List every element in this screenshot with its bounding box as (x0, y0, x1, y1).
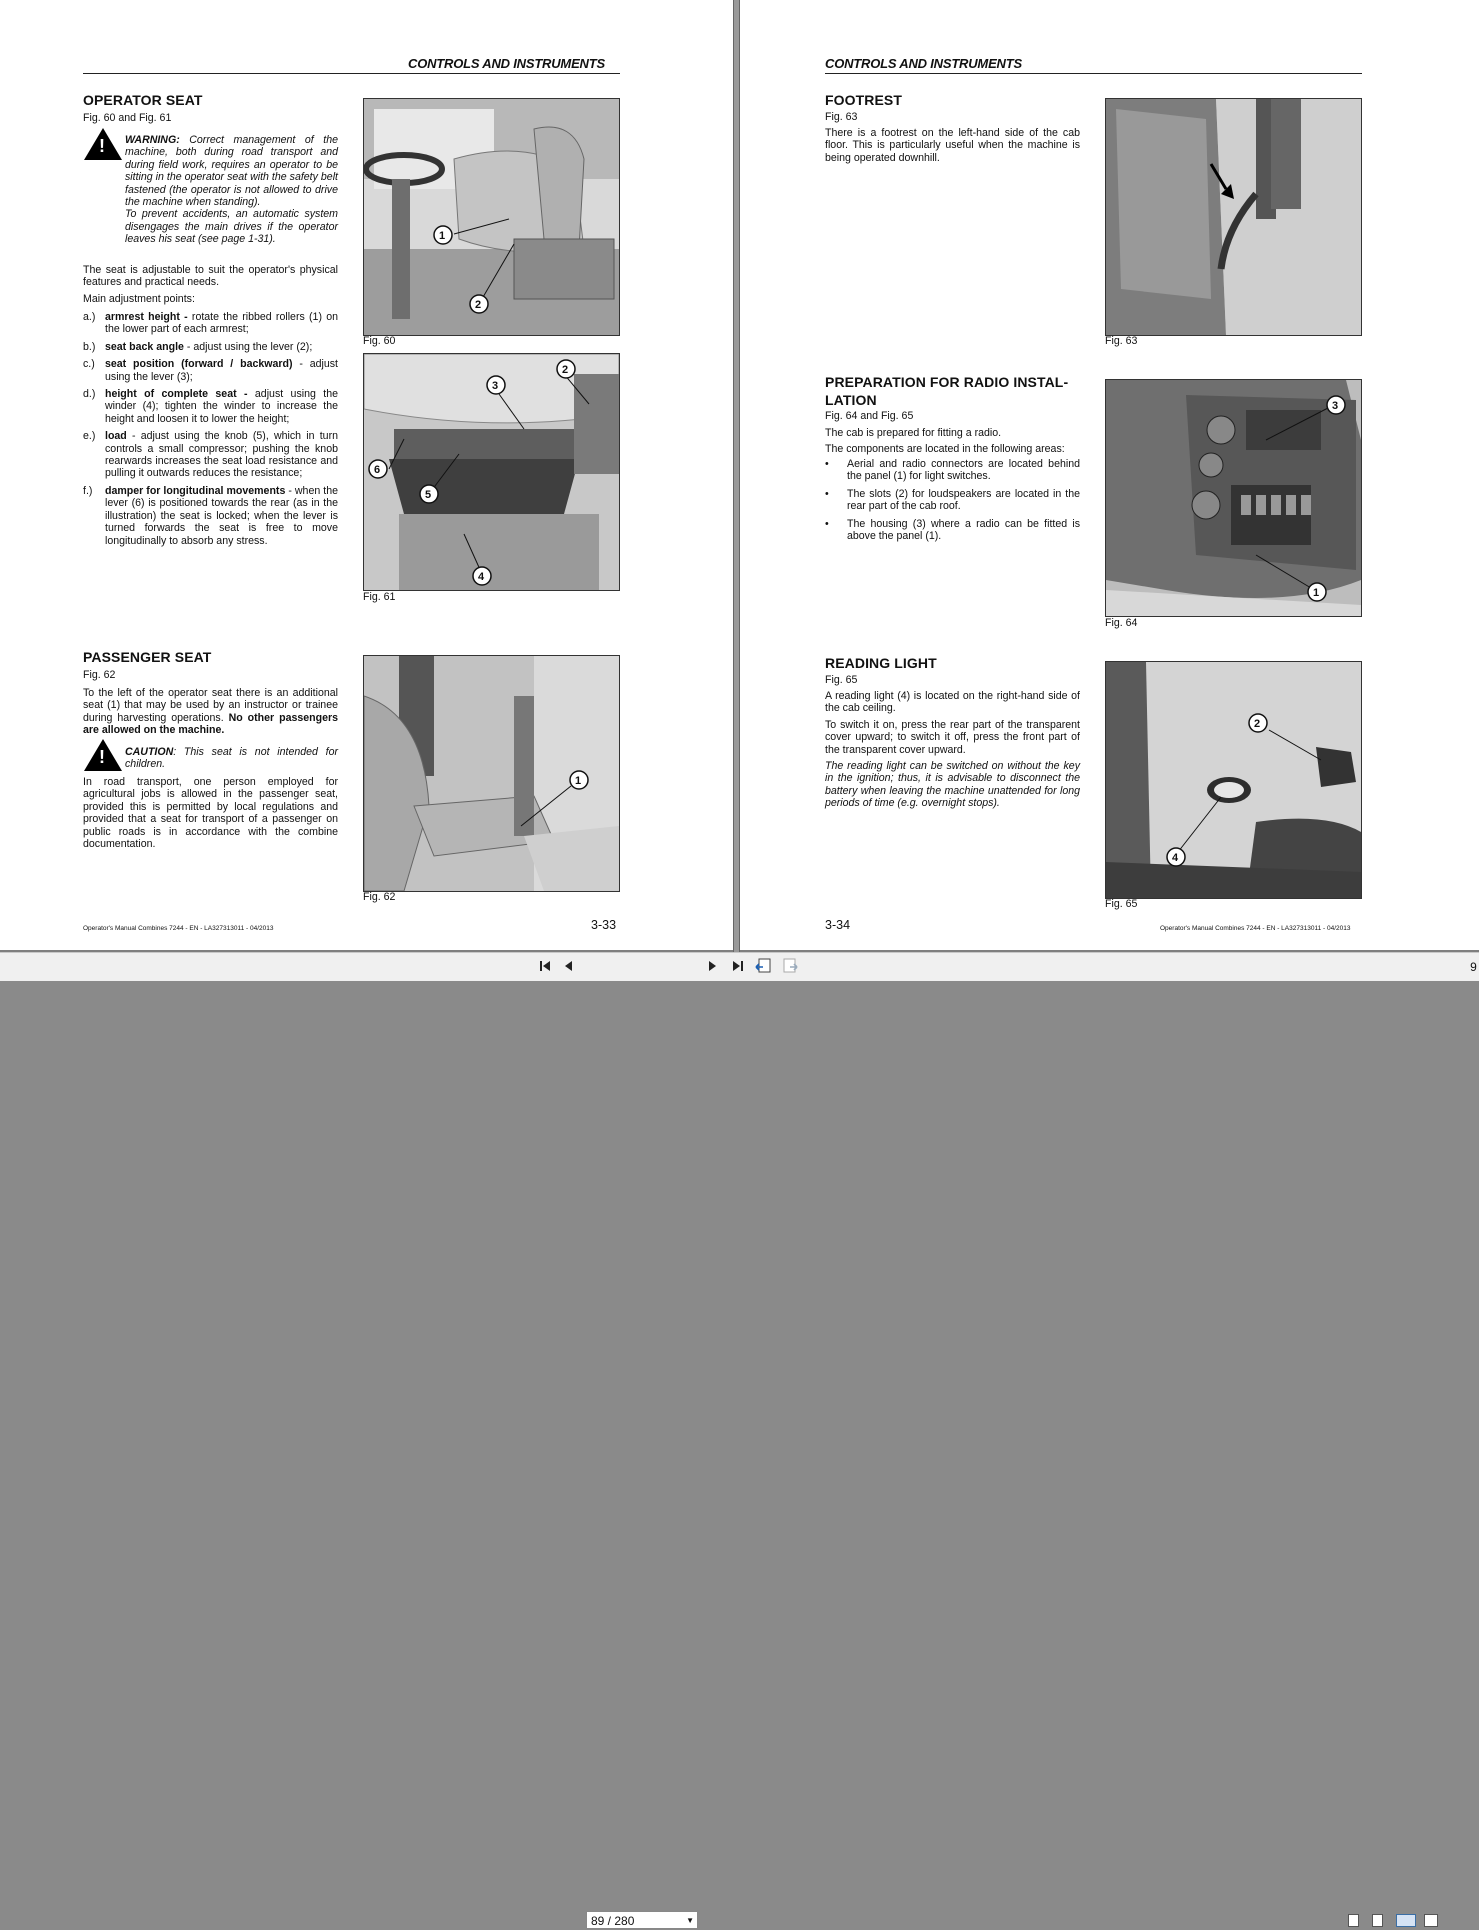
figure-61-seat-base-photo (363, 353, 620, 591)
page-divider (733, 0, 740, 952)
list-item (83, 311, 338, 336)
figure-65-reading-light-photo (1105, 661, 1362, 899)
caption-fig61: Fig. 61 (363, 591, 396, 603)
caption-fig64: Fig. 64 (1105, 617, 1138, 629)
list-item (83, 341, 338, 353)
caption-fig60: Fig. 60 (363, 335, 396, 347)
page-3-34 (740, 0, 1479, 950)
section-title-passenger-seat: PASSENGER SEAT (83, 649, 212, 665)
list-bold: height of complete seat - (105, 388, 248, 401)
callout-num: 2 (1254, 718, 1261, 730)
section-title-line: LATION (825, 392, 877, 408)
bullet-text: The slots (2) for loudspeakers are located in the rear part of the cab roof. (847, 487, 1080, 513)
caution-label: CAUTION (125, 746, 174, 758)
bullet: • (825, 487, 829, 500)
header-rule (825, 73, 1362, 74)
section-title-line: PREPARATION FOR RADIO INSTAL- (825, 374, 1069, 390)
last-page-icon (729, 958, 745, 974)
adjustment-list (83, 311, 338, 552)
callout-num: 1 (1313, 587, 1320, 599)
page-footer: Operator's Manual Combines 7244 - EN - LA327313011 - 04/2013 (1160, 925, 1351, 932)
list-item (83, 430, 338, 480)
list-key: f.) (83, 484, 93, 497)
callout-num: 4 (1172, 852, 1179, 864)
list-text: - adjust using the lever (2); (183, 340, 313, 353)
list-key: b.) (83, 340, 96, 353)
figure-63-footrest-photo (1105, 98, 1362, 336)
list-text: rotate the ribbed rollers (1) on the lower part of each armrest; (105, 311, 338, 336)
list-text: - adjust using the knob (5), which in turn controls a small compressor; pushing the knob rearwards increases the seat load resistance and pulling it outwards reduces the resistance; (105, 430, 338, 480)
next-view-icon (780, 958, 798, 974)
list-key: c.) (83, 358, 95, 371)
passenger-seat-text-1 (83, 687, 338, 737)
list-bold: armrest height - (105, 311, 188, 323)
bullet: • (825, 458, 829, 470)
list-item (83, 388, 338, 425)
radio-intro (825, 427, 1080, 460)
list-item (83, 485, 338, 547)
list-bold: seat back angle (105, 340, 184, 353)
reading-light-text (825, 690, 1080, 814)
list-bold: damper for longitudinal movements (105, 484, 286, 497)
chevron-down-icon[interactable]: ▼ (686, 1916, 694, 1925)
list-text: - when the lever (6) is positioned towards the rear (as in the illustration) the seat is locked; when the lever is turned forwards the seat is free to move longitudinally to absorb any stress. (105, 484, 338, 547)
passenger-seat-text-2: In road transport, one person employed for agricultural jobs is allowed in the passenger seat, provided this is permitted by local regulations and provided that a seat for transport of a passenger on public roads is in accordance with the combine documentation. (83, 776, 338, 851)
zoom-value[interactable]: 9 (1470, 960, 1477, 974)
reading-light-text-1: A reading light (4) is located on the right-hand side of the cab ceiling. (825, 690, 1080, 715)
previous-page-icon (562, 958, 576, 974)
list-item (825, 488, 1080, 513)
single-page-view-icon[interactable] (1348, 1914, 1359, 1927)
callout-num: 3 (492, 380, 499, 392)
figref: Fig. 63 (825, 111, 858, 123)
list-item (825, 518, 1080, 543)
operator-seat-intro (83, 264, 338, 309)
caution-text: : This seat is not intended for children. (125, 746, 338, 771)
passenger-text: To the left of the operator seat there is an additional seat (1) that may be used by an instructor or trainee during harvesting operations. (83, 687, 338, 724)
warning-text: Correct management of the machine, both during road transport and during field work, requires an operator to be sitting in the operator seat with the safety belt fastened (the operator is not allowed to drive the machine when standing). (125, 134, 338, 209)
list-item (825, 458, 1080, 483)
next-view-button[interactable] (780, 958, 798, 976)
bullet-text: The housing (3) where a radio can be fitted is above the panel (1). (847, 517, 1080, 543)
caution-block (125, 746, 338, 771)
pdf-toolbar (0, 952, 1479, 1928)
radio-bullet-list (825, 458, 1080, 547)
figref: Fig. 62 (83, 669, 116, 681)
warning-block (125, 134, 338, 246)
list-bold: load (105, 430, 127, 443)
warning-label: WARNING: (125, 134, 180, 146)
list-item (83, 358, 338, 383)
callout-num: 2 (475, 299, 482, 311)
list-bold: seat position (forward / backward) (105, 358, 293, 371)
caption-fig65: Fig. 65 (1105, 898, 1138, 910)
figref: Fig. 64 and Fig. 65 (825, 410, 914, 422)
section-title-reading-light: READING LIGHT (825, 655, 937, 671)
previous-view-icon (755, 958, 773, 974)
callout-num: 4 (478, 571, 485, 583)
warning-icon (84, 128, 122, 160)
callout-num: 6 (374, 464, 381, 476)
figref: Fig. 60 and Fig. 61 (83, 112, 172, 124)
bullet: • (825, 517, 829, 530)
first-page-icon (538, 958, 554, 974)
list-text: - adjust using the lever (3); (105, 358, 338, 383)
callout-num: 1 (439, 230, 446, 242)
intro-text: The seat is adjustable to suit the operator's physical features and practical needs. (83, 264, 338, 289)
section-title-footrest: FOOTREST (825, 92, 903, 108)
section-title-operator-seat: OPERATOR SEAT (83, 92, 203, 108)
list-key: e.) (83, 430, 96, 443)
caption-fig62: Fig. 62 (363, 891, 396, 903)
page-header: CONTROLS AND INSTRUMENTS (408, 56, 605, 71)
first-page-button[interactable] (538, 958, 554, 976)
caution-icon (84, 739, 122, 771)
continuous-facing-view-icon[interactable] (1424, 1914, 1438, 1927)
radio-text-1: The cab is prepared for fitting a radio. (825, 427, 1002, 439)
warning-text-2: To prevent accidents, an automatic system disengages the main drives if the operator leaves his seat (see page 1-31). (125, 208, 338, 246)
main-points: Main adjustment points: (83, 292, 195, 305)
callout-num: 2 (562, 364, 569, 376)
list-text: adjust using the winder (4); tighten the winder to increase the height and loosen it to lower the height; (105, 388, 338, 425)
continuous-view-icon[interactable] (1372, 1914, 1383, 1927)
last-page-button[interactable] (729, 958, 745, 976)
figure-62-passenger-seat-photo (363, 655, 620, 892)
list-key: d.) (83, 388, 96, 401)
footrest-text: There is a footrest on the left-hand side of the cab floor. This is particularly useful when the machine is being operated downhill. (825, 127, 1080, 164)
figure-60-cab-seat-photo (363, 98, 620, 336)
callout-num: 5 (425, 489, 432, 501)
page-number-value: 89 / 280 (591, 1914, 635, 1928)
callout-num: 1 (575, 775, 582, 787)
page-number: 3-33 (591, 918, 617, 932)
facing-view-icon[interactable] (1396, 1914, 1416, 1927)
previous-view-button[interactable] (755, 958, 773, 976)
list-key: a.) (83, 311, 96, 323)
caption-fig63: Fig. 63 (1105, 335, 1138, 347)
figure-64-radio-panel-photo (1105, 379, 1362, 617)
page-number-input[interactable] (586, 1911, 698, 1929)
next-page-button[interactable] (705, 958, 719, 976)
radio-text-2: The components are located in the following areas: (825, 443, 1065, 456)
next-page-icon (705, 958, 719, 974)
previous-page-button[interactable] (562, 958, 576, 976)
page-3-33 (0, 0, 733, 950)
page-header: CONTROLS AND INSTRUMENTS (825, 56, 1022, 71)
bullet-text: Aerial and radio connectors are located behind the panel (1) for light switches. (847, 458, 1080, 483)
passenger-text-bold: No other passengers are allowed on the machine. (83, 711, 338, 737)
page-number: 3-34 (825, 918, 851, 932)
document-viewport (0, 0, 1479, 952)
header-rule (83, 73, 620, 74)
reading-light-text-2: To switch it on, press the rear part of the transparent cover upward; to switch it off, press the front part of the transparent cover upward. (825, 718, 1080, 756)
page-footer: Operator's Manual Combines 7244 - EN - LA327313011 - 04/2013 (83, 925, 274, 932)
callout-num: 3 (1332, 400, 1339, 412)
figref: Fig. 65 (825, 674, 858, 686)
section-title-radio (825, 373, 1068, 409)
reading-light-text-3: The reading light can be switched on without the key in the ignition; thus, it is advisable to disconnect the battery when leaving the machine unattended for long periods of time (e.g. overnight stops). (825, 760, 1080, 810)
